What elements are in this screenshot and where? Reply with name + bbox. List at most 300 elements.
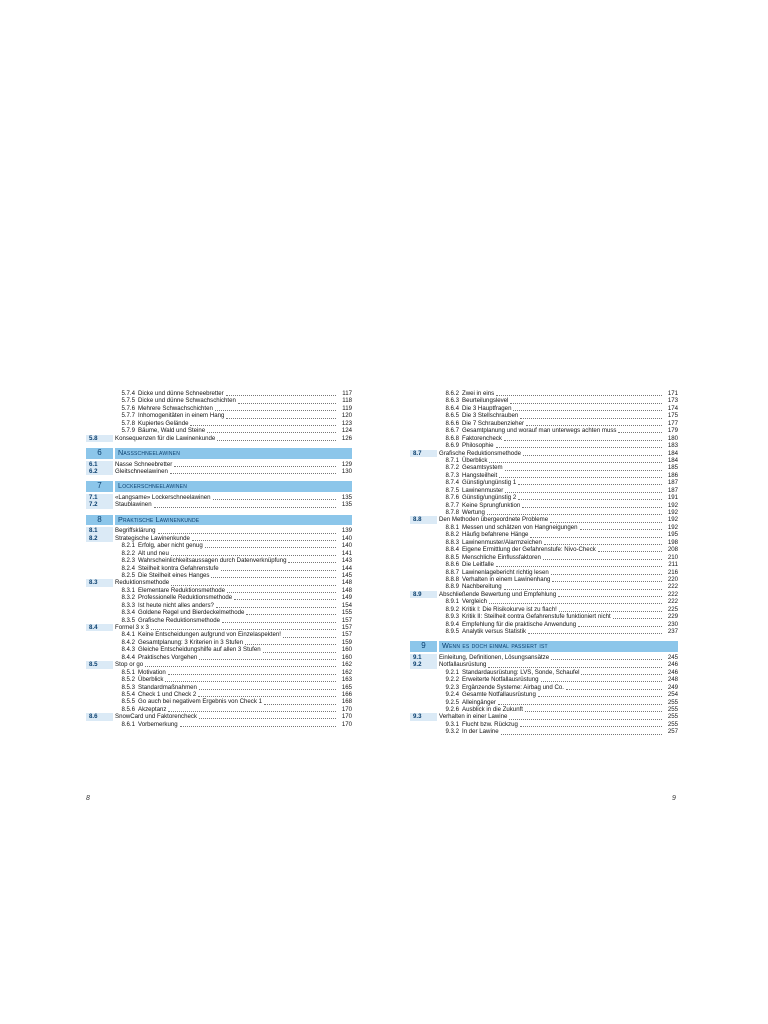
entry-number: 8.7 [410,450,437,457]
entry-title: Lawinenmuster [462,486,504,494]
entry-page-number: 222 [667,583,678,591]
entry-page-number: 257 [667,728,678,736]
toc-subsection-entry[interactable] [410,457,678,464]
entry-number: 8.4.3 [121,646,135,654]
dot-leader [518,495,662,500]
entry-page-number: 184 [667,456,678,464]
toc-subsection-entry[interactable] [86,397,352,404]
entry-title: Stop or go [115,661,144,669]
toc-subsection-entry[interactable] [86,721,352,728]
dot-leader [581,670,662,675]
dot-leader [520,414,662,419]
entry-title: Erweiterte Notfallausrüstung [462,676,539,684]
dot-leader [522,503,662,508]
dot-leader [170,469,336,474]
toc-section-entry[interactable] [86,535,352,542]
entry-title: Philosophie [462,442,494,450]
toc-section-entry[interactable] [410,516,678,523]
dot-leader [227,588,336,593]
entry-number: 8.8 [410,516,437,523]
toc-section-entry[interactable] [86,624,352,631]
entry-number: 8.5.6 [121,705,135,713]
dot-leader [154,503,336,508]
entry-page-number: 225 [667,605,678,613]
dot-leader [171,581,336,586]
toc-subsection-entry[interactable] [410,502,678,509]
entry-page-number: 170 [341,705,352,713]
dot-leader [222,618,336,623]
entry-title: Formel 3 x 3 [115,624,149,631]
chapter-number: 7 [86,481,113,492]
entry-page-number: 255 [667,698,678,706]
dot-leader [288,558,336,563]
dot-leader [211,573,336,578]
dot-leader [238,399,336,404]
entry-number: 8.9 [410,591,437,598]
entry-title: Elementare Reduktionsmethode [138,586,226,594]
toc-section-entry[interactable] [410,450,678,457]
entry-title: Praktisches Vorgehen [138,653,198,661]
entry-number: 6.2 [86,468,113,475]
toc-subsection-entry[interactable] [410,628,678,635]
toc-subsection-entry[interactable] [410,728,678,735]
entry-page-number: 160 [341,653,352,661]
toc-subsection-entry[interactable] [410,487,678,494]
toc-subsection-entry[interactable] [410,606,678,613]
entry-number: 8.6.9 [445,442,459,450]
entry-number: 8.4 [86,624,113,631]
entry-page-number: 192 [667,501,678,509]
entry-page-number: 222 [667,590,678,598]
entry-title: Goldene Regel und Bierdeckelmethode [138,609,245,617]
entry-number: 9.3.1 [445,720,459,728]
entry-number: 8.9.1 [445,598,459,606]
entry-title: Standardausrüstung: LVS, Sonde, Schaufel [462,668,580,676]
toc-section-entry[interactable] [86,661,352,668]
toc-subsection-entry[interactable] [410,390,678,397]
page-number-left: 8 [86,795,90,802]
toc-section-entry[interactable] [410,713,678,720]
entry-page-number: 180 [667,434,678,442]
toc-subsection-entry[interactable] [410,669,678,676]
entry-number: 8.2.5 [121,571,135,579]
entry-number: 8.3.2 [121,594,135,602]
chapter-title: Nassschneelawinen [115,448,352,459]
entry-number: 8.8.4 [445,546,459,554]
dot-leader [234,595,336,600]
entry-page-number: 162 [341,668,352,676]
toc-subsection-entry[interactable] [410,479,678,486]
entry-title: Lawinenmuster/Alarmzeichen [462,538,542,546]
entry-title: Einleitung, Definitionen, Lösungsansätze [439,653,550,661]
entry-title: Staublawinen [115,501,152,509]
toc-subsection-entry[interactable] [410,397,678,404]
entry-page-number: 130 [341,468,352,475]
entry-number: 8.5 [86,661,113,668]
dot-leader [215,406,336,411]
toc-subsection-entry[interactable] [410,554,678,561]
toc-subsection-entry[interactable] [410,531,678,538]
dot-leader [213,495,336,500]
toc-section-entry[interactable] [86,435,352,442]
entry-page-number: 187 [667,486,678,494]
entry-title: Inhomogenitäten in einem Hang [138,412,225,420]
entry-page-number: 174 [667,404,678,412]
toc-subsection-entry[interactable] [86,646,352,653]
dot-leader [168,670,336,675]
dot-leader [171,551,336,556]
toc-subsection-entry[interactable] [410,691,678,698]
entry-page-number: 173 [667,397,678,405]
toc-subsection-entry[interactable] [86,631,352,638]
page-number-right: 9 [672,795,676,802]
entry-title: Die 3 Stellschrauben [462,412,519,420]
entry-number: 8.8.6 [445,561,459,569]
dot-leader [523,451,662,456]
dot-leader [598,547,662,552]
dot-leader [489,599,662,604]
entry-number: 8.4.4 [121,653,135,661]
entry-title: Keine Entscheidungen aufgrund von Einzelaspekten! [138,631,281,639]
entry-number: 8.4.1 [121,631,135,639]
entry-number: 9.2.6 [445,706,459,713]
entry-title: Kupiertes Gelände [138,419,189,427]
entry-page-number: 192 [667,516,678,524]
entry-number: 8.9.5 [445,628,459,635]
entry-title: Die 3 Hauptfragen [462,404,512,412]
toc-section-entry[interactable] [410,591,678,598]
entry-title: SnowCard und Faktorencheck [115,713,197,721]
entry-title: Günstig/ungünstig 1 [462,479,517,487]
entry-page-number: 126 [341,434,352,442]
entry-page-number: 237 [667,628,678,635]
toc-subsection-entry[interactable] [410,684,678,691]
chapter-title: Wenn es doch einmal passiert ist [439,641,678,652]
entry-page-number: 198 [667,538,678,546]
entry-number: 5.7.7 [121,412,135,420]
entry-title: Kritik I: Die Risikokurve ist zu flach! [462,605,557,613]
entry-number: 8.8.8 [445,575,459,583]
entry-page-number: 183 [667,442,678,450]
entry-number: 8.7.5 [445,486,459,494]
toc-subsection-entry[interactable] [410,435,678,442]
entry-title: Ausblick in die Zukunft [462,706,523,713]
entry-page-number: 184 [667,449,678,457]
dot-leader [192,536,336,541]
dot-leader [498,700,662,705]
entry-page-number: 255 [667,706,678,713]
dot-leader [496,443,662,448]
entry-title: Dicke und dünne Schneebretter [138,390,224,397]
toc-section-entry[interactable] [86,713,352,720]
entry-number: 5.8 [86,435,113,442]
toc-subsection-entry[interactable] [410,621,678,628]
toc-subsection-entry[interactable] [86,572,352,579]
entry-title: Abschließende Bewertung und Empfehlung [439,590,557,598]
entry-title: Häufig befahrene Hänge [462,531,529,539]
toc-subsection-entry[interactable] [86,427,352,434]
entry-title: Ist heute nicht alles anders? [138,601,214,609]
entry-number: 9.2.4 [445,691,459,699]
dot-leader [550,518,662,523]
entry-number: 8.9.2 [445,605,459,613]
entry-title: Ergänzende Systeme: Airbag und Co. [462,683,564,691]
entry-number: 8.8.9 [445,583,459,591]
entry-number: 9.3 [410,713,437,720]
toc-subsection-entry[interactable] [410,576,678,583]
dot-leader [499,473,662,478]
entry-title: Standardmaßnahmen [138,683,197,691]
entry-page-number: 148 [341,579,352,587]
toc-subsection-entry[interactable] [410,699,678,706]
entry-page-number: 249 [667,683,678,691]
dot-leader [504,585,662,590]
toc-subsection-entry[interactable] [410,472,678,479]
toc-section-entry[interactable] [86,468,352,475]
dot-leader [509,715,662,720]
toc-section-entry[interactable] [86,494,352,501]
entry-title: Mehrere Schwachschichten [138,404,213,412]
toc-subsection-entry[interactable] [410,405,678,412]
toc-subsection-entry[interactable] [86,617,352,624]
entry-number: 8.6.1 [121,720,135,728]
entry-page-number: 216 [667,568,678,576]
entry-title: Die Leitfalle [462,561,494,569]
toc-subsection-entry[interactable] [86,691,352,698]
entry-number: 8.5.2 [121,676,135,684]
entry-title: Faktorencheck [462,434,502,442]
entry-number: 5.7.4 [121,390,135,397]
entry-number: 8.6.2 [445,390,459,397]
dot-leader [618,428,662,433]
toc-subsection-entry[interactable] [410,561,678,568]
entry-page-number: 246 [667,661,678,669]
entry-title: Wertung [462,509,485,516]
dot-leader [544,540,662,545]
entry-title: Dicke und dünne Schwachschichten [138,397,236,405]
toc-section-entry[interactable] [86,527,352,534]
entry-title: Gesamtsystem [462,464,503,472]
toc-subsection-entry[interactable] [410,442,678,449]
dot-leader [528,629,662,634]
toc-subsection-entry[interactable] [410,494,678,501]
entry-page-number: 191 [667,494,678,502]
entry-number: 8.6.6 [445,419,459,427]
entry-number: 8.5.3 [121,683,135,691]
toc-subsection-entry[interactable] [86,412,352,419]
entry-title: Notfallausrüstung [439,661,487,669]
toc-subsection-entry[interactable] [410,546,678,553]
entry-page-number: 120 [341,412,352,420]
entry-title: Den Methoden übergeordnete Probleme [439,516,549,524]
entry-number: 8.3.5 [121,616,135,624]
toc-subsection-entry[interactable] [86,390,352,397]
toc-subsection-entry[interactable] [86,565,352,572]
dot-leader [263,648,336,653]
entry-title: Alt und neu [138,549,169,557]
toc-subsection-entry[interactable] [86,684,352,691]
entry-page-number: 165 [341,683,352,691]
dot-leader [566,685,662,690]
dot-leader [226,391,336,396]
entry-number: 8.2.4 [121,564,135,572]
entry-number: 8.7.6 [445,494,459,502]
chapter-heading [86,448,352,459]
toc-subsection-entry[interactable] [410,721,678,728]
entry-page-number: 186 [667,471,678,479]
entry-title: Grafische Reduktionsmethode [439,449,521,457]
toc-subsection-entry[interactable] [86,602,352,609]
toc-subsection-entry[interactable] [86,550,352,557]
toc-subsection-entry[interactable] [86,698,352,705]
toc-section-entry[interactable] [410,654,678,661]
entry-page-number: 157 [341,624,352,631]
entry-number: 8.2.1 [121,542,135,550]
dot-leader [246,610,336,615]
toc-section-entry[interactable] [86,461,352,468]
entry-number: 8.2.2 [121,549,135,557]
entry-title: «Langsame» Lockerschneelawinen [115,493,211,501]
entry-number: 9.2.5 [445,698,459,706]
entry-page-number: 117 [342,390,352,397]
entry-page-number: 179 [667,427,678,435]
toc-subsection-entry[interactable] [86,676,352,683]
entry-page-number: 140 [341,534,352,542]
toc-subsection-entry[interactable] [410,524,678,531]
chapter-title: Lockerschneelawinen [115,481,352,492]
toc-subsection-entry[interactable] [410,706,678,713]
entry-page-number: 248 [667,676,678,684]
dot-leader [199,655,336,660]
toc-subsection-entry[interactable] [410,583,678,590]
entry-title: Steilheit kontra Gefahrenstufe [138,564,219,572]
dot-leader [198,692,336,697]
toc-subsection-entry[interactable] [86,609,352,616]
toc-subsection-entry[interactable] [410,464,678,471]
toc-subsection-entry[interactable] [86,557,352,564]
entry-page-number: 143 [341,557,352,565]
entry-number: 9.2.2 [445,676,459,684]
entry-page-number: 157 [341,631,352,639]
entry-page-number: 222 [667,598,678,606]
toc-right-page [410,390,678,736]
toc-subsection-entry[interactable] [410,420,678,427]
entry-page-number: 166 [341,690,352,698]
toc-subsection-entry[interactable] [410,412,678,419]
entry-number: 9.1 [410,654,437,661]
dot-leader [538,692,662,697]
toc-subsection-entry[interactable] [410,539,678,546]
toc-subsection-entry[interactable] [410,613,678,620]
toc-subsection-entry[interactable] [86,542,352,549]
entry-title: Nasse Schneebretter [115,460,173,468]
entry-title: Vergleich [462,598,488,606]
entry-number: 8.3.1 [121,586,135,594]
entry-title: Zwei in eins [462,390,495,397]
toc-subsection-entry[interactable] [86,594,352,601]
entry-title: Check 1 und Check 2 [138,690,197,698]
entry-title: Günstig/ungünstig 2 [462,494,517,502]
entry-title: Gleiche Entscheidungshilfe auf allen 3 Stufen [138,646,261,654]
dot-leader [264,700,336,705]
dot-leader [510,399,662,404]
entry-title: Alleingänger [462,698,496,706]
dot-leader [216,603,336,608]
entry-number: 8.7.2 [445,464,459,472]
toc-subsection-entry[interactable] [410,509,678,516]
toc-section-entry[interactable] [86,501,352,508]
entry-number: 8.3 [86,579,113,586]
toc-section-entry[interactable] [410,661,678,668]
toc-subsection-entry[interactable] [86,654,352,661]
dot-leader [526,421,662,426]
entry-page-number: 118 [342,397,352,405]
toc-subsection-entry[interactable] [86,587,352,594]
entry-title: Go auch bei negativem Ergebnis von Check 1 [138,698,262,706]
entry-page-number: 210 [667,553,678,561]
toc-subsection-entry[interactable] [86,706,352,713]
entry-title: Die Steilheit eines Hanges [138,571,210,579]
entry-title: Nachbereitung [462,583,502,591]
dot-leader [205,543,336,548]
entry-page-number: 211 [668,561,678,569]
entry-page-number: 175 [667,412,678,420]
entry-number: 8.7.4 [445,479,459,487]
chapter-number: 8 [86,515,113,526]
entry-page-number: 135 [341,501,352,509]
entry-page-number: 255 [667,720,678,728]
dot-leader [165,677,336,682]
dot-leader [559,607,662,612]
entry-page-number: 154 [341,601,352,609]
entry-title: Professionelle Reduktionsmethode [138,594,233,602]
entry-page-number: 170 [341,720,352,728]
toc-subsection-entry[interactable] [86,420,352,427]
entry-number: 8.5.5 [121,698,135,706]
toc-subsection-entry[interactable] [410,427,678,434]
dot-leader [580,525,662,530]
entry-page-number: 141 [341,549,352,557]
dot-leader [551,570,662,575]
entry-title: Analytik versus Statistik [462,628,527,635]
entry-number: 8.6.8 [445,434,459,442]
entry-page-number: 171 [667,390,678,397]
dot-leader [518,480,662,485]
dot-leader [217,436,336,441]
entry-page-number: 123 [341,419,352,427]
entry-page-number: 168 [341,698,352,706]
entry-title: Menschliche Einflussfaktoren [462,553,541,561]
toc-subsection-entry[interactable] [86,639,352,646]
entry-page-number: 135 [341,493,352,501]
toc-section-entry[interactable] [86,579,352,586]
chapter-heading [410,641,678,652]
entry-number: 9.2.1 [445,668,459,676]
toc-subsection-entry[interactable] [410,676,678,683]
toc-subsection-entry[interactable] [410,569,678,576]
entry-title: Gesamtplanung: 3 Kriterien in 3 Stufen [138,638,244,646]
entry-title: Begriffsklärung [115,527,156,535]
toc-subsection-entry[interactable] [86,669,352,676]
entry-number: 8.4.2 [121,638,135,646]
entry-title: Beurteilungslevel [462,397,509,405]
dot-leader [578,622,662,627]
toc-left-page [86,390,352,728]
toc-subsection-entry[interactable] [86,405,352,412]
entry-page-number: 148 [341,586,352,594]
dot-leader [151,625,336,630]
toc-subsection-entry[interactable] [410,598,678,605]
